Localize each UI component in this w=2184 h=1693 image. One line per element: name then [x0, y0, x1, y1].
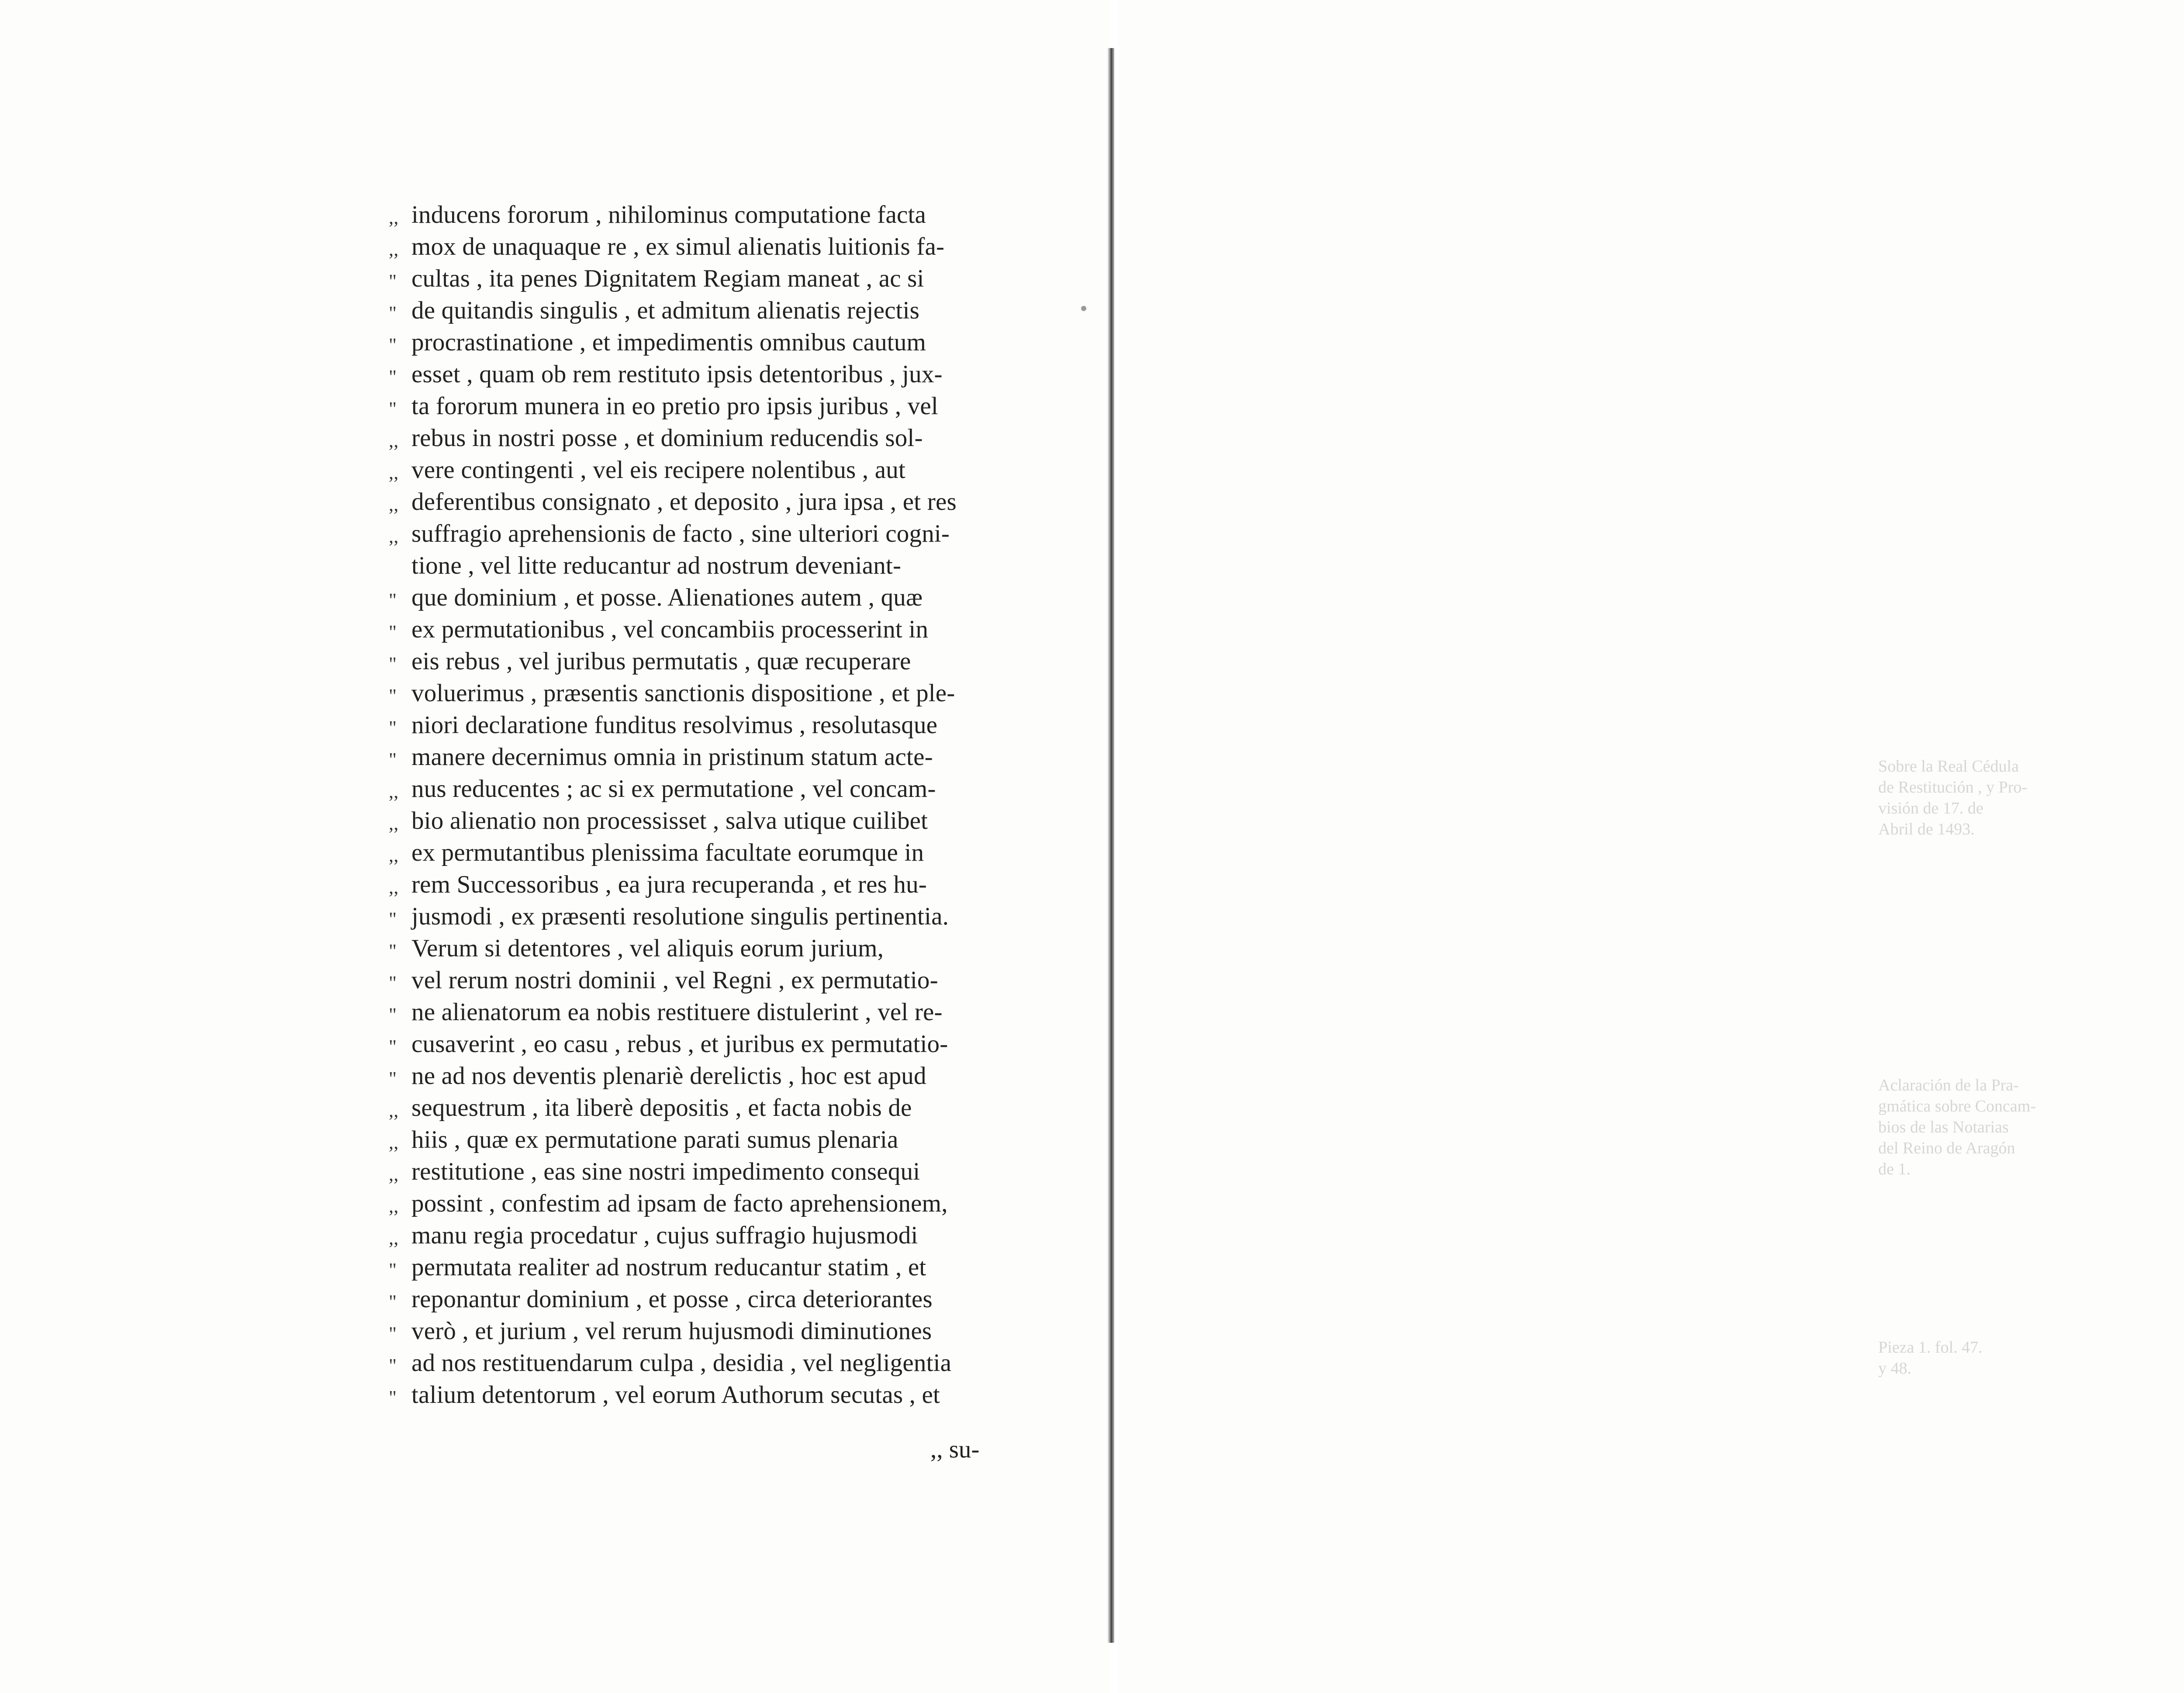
text-line: ,, possint , confestim ad ipsam de facto aprehensionem, — [389, 1188, 1009, 1219]
text-line: ,, bio alienatio non processisset , salva utique cuilibet — [389, 805, 1009, 837]
quote-mark: " — [389, 302, 397, 324]
text-line: " vel rerum nostri dominii , vel Regni , ex permutatio- — [389, 964, 1009, 996]
text-line: " voluerimus , præsentis sanctionis dispositione , et ple- — [389, 677, 1009, 709]
show-through-margin-note: Aclaración de la Pra- gmática sobre Concam- bios de las Notarias del Reino de Aragón de 1. — [1878, 1076, 2036, 1178]
text-line: ,, vere contingenti , vel eis recipere nolentibus , aut — [389, 454, 1009, 486]
text-line: ,, deferentibus consignato , et deposito , jura ipsa , et res — [389, 486, 1009, 518]
quote-mark: ,, — [389, 813, 399, 834]
quote-mark: " — [389, 908, 397, 930]
text-line: " manere decernimus omnia in pristinum statum acte- — [389, 741, 1009, 773]
quote-mark: " — [389, 398, 397, 419]
quote-mark: " — [389, 1387, 397, 1408]
quote-mark: ,, — [389, 462, 399, 483]
text-line: " esset , quam ob rem restituto ipsis detentoribus , jux- — [389, 358, 1009, 390]
quote-mark: ,, — [389, 430, 399, 451]
catchword: ,, su- — [930, 1436, 980, 1463]
quote-mark: ,, — [389, 1195, 399, 1217]
text-line: ,, mox de unaquaque re , ex simul alienatis luitionis fa- — [389, 231, 1009, 263]
text-line: ,, sequestrum , ita liberè depositis , et facta nobis de — [389, 1092, 1009, 1124]
text-line: " permutata realiter ad nostrum reducantur statim , et — [389, 1251, 1009, 1283]
text-line: " niori declaratione funditus resolvimus , resolutasque — [389, 709, 1009, 741]
text-line: ,, hiis , quæ ex permutatione parati sumus plenaria — [389, 1124, 1009, 1156]
text-line: " talium detentorum , vel eorum Authorum secutas , et — [389, 1379, 1009, 1411]
quote-mark: ,, — [389, 781, 399, 802]
text-line: " cultas , ita penes Dignitatem Regiam maneat , ac si — [389, 263, 1009, 294]
quote-mark: " — [389, 717, 397, 738]
quote-mark: " — [389, 685, 397, 706]
text-line: " cusaverint , eo casu , rebus , et juribus ex permutatio- — [389, 1028, 1009, 1060]
text-line: " ta fororum munera in eo pretio pro ipsis juribus , vel — [389, 390, 1009, 422]
quote-mark: ,, — [389, 526, 399, 547]
text-line: " ad nos restituendarum culpa , desidia , vel negligentia — [389, 1347, 1009, 1379]
text-line: " ne ad nos deventis plenariè derelictis , hoc est apud — [389, 1060, 1009, 1092]
quote-mark: " — [389, 589, 397, 611]
quote-mark: ,, — [389, 239, 399, 260]
quote-mark: ,, — [389, 1100, 399, 1121]
text-line: " verò , et jurium , vel rerum hujusmodi diminutiones — [389, 1315, 1009, 1347]
text-line: " ex permutationibus , vel concambiis processerint in — [389, 613, 1009, 645]
text-line: ,, suffragio aprehensionis de facto , sine ulteriori cogni- — [389, 518, 1009, 550]
quote-mark: ,, — [389, 1227, 399, 1249]
right-page — [1118, 0, 2184, 1693]
show-through-margin-note: Pieza 1. fol. 47. y 48. — [1878, 1338, 1983, 1378]
text-line: ,, manu regia procedatur , cujus suffragio hujusmodi — [389, 1219, 1009, 1251]
show-through-margin-note: Sobre la Real Cédula de Restitución , y Pro- visión de 17. de Abril de 1493. — [1878, 757, 2027, 838]
quote-mark: " — [389, 1036, 397, 1057]
quote-mark: " — [389, 334, 397, 356]
quote-mark: " — [389, 749, 397, 770]
quote-mark: " — [389, 1004, 397, 1025]
quote-mark: " — [389, 940, 397, 962]
quote-mark: " — [389, 1068, 397, 1089]
quote-mark: ,, — [389, 1132, 399, 1153]
paper-speck — [1081, 306, 1086, 311]
text-line: " procrastinatione , et impedimentis omnibus cautum — [389, 326, 1009, 358]
text-line: " de quitandis singulis , et admitum alienatis rejectis — [389, 294, 1009, 326]
quote-mark: " — [389, 1259, 397, 1281]
left-page-text — [389, 199, 1009, 1411]
text-line: ,, rebus in nostri posse , et dominium reducendis sol- — [389, 422, 1009, 454]
text-line: " eis rebus , vel juribus permutatis , quæ recuperare — [389, 645, 1009, 677]
quote-mark: " — [389, 1355, 397, 1376]
quote-mark: " — [389, 621, 397, 643]
text-line: ,, rem Successoribus , ea jura recuperanda , et res hu- — [389, 869, 1009, 900]
quote-mark: " — [389, 270, 397, 292]
text-line: " que dominium , et posse. Alienationes autem , quæ — [389, 582, 1009, 613]
quote-mark: ,, — [389, 207, 399, 228]
text-line: ,, inducens fororum , nihilominus computatione facta — [389, 199, 1009, 231]
quote-mark: " — [389, 1323, 397, 1344]
text-line: " reponantur dominium , et posse , circa deteriorantes — [389, 1283, 1009, 1315]
text-line: " Verum si detentores , vel aliquis eorum jurium, — [389, 932, 1009, 964]
quote-mark: " — [389, 972, 397, 994]
quote-mark: ,, — [389, 876, 399, 898]
book-gutter — [1107, 48, 1114, 1643]
quote-mark: " — [389, 1291, 397, 1312]
text-line: " jusmodi , ex præsenti resolutione singulis pertinentia. — [389, 900, 1009, 932]
text-line: tione , vel litte reducantur ad nostrum deveniant- — [411, 552, 902, 579]
quote-mark: " — [389, 366, 397, 388]
quote-mark: ,, — [389, 494, 399, 515]
quote-mark: " — [389, 653, 397, 675]
text-line: " ne alienatorum ea nobis restituere distulerint , vel re- — [389, 996, 1009, 1028]
quote-mark: ,, — [389, 1163, 399, 1185]
text-line: ,, ex permutantibus plenissima facultate eorumque in — [389, 837, 1009, 869]
quote-mark: ,, — [389, 845, 399, 866]
text-line: ,, nus reducentes ; ac si ex permutatione , vel concam- — [389, 773, 1009, 805]
text-line: ,, restitutione , eas sine nostri impedimento consequi — [389, 1156, 1009, 1188]
